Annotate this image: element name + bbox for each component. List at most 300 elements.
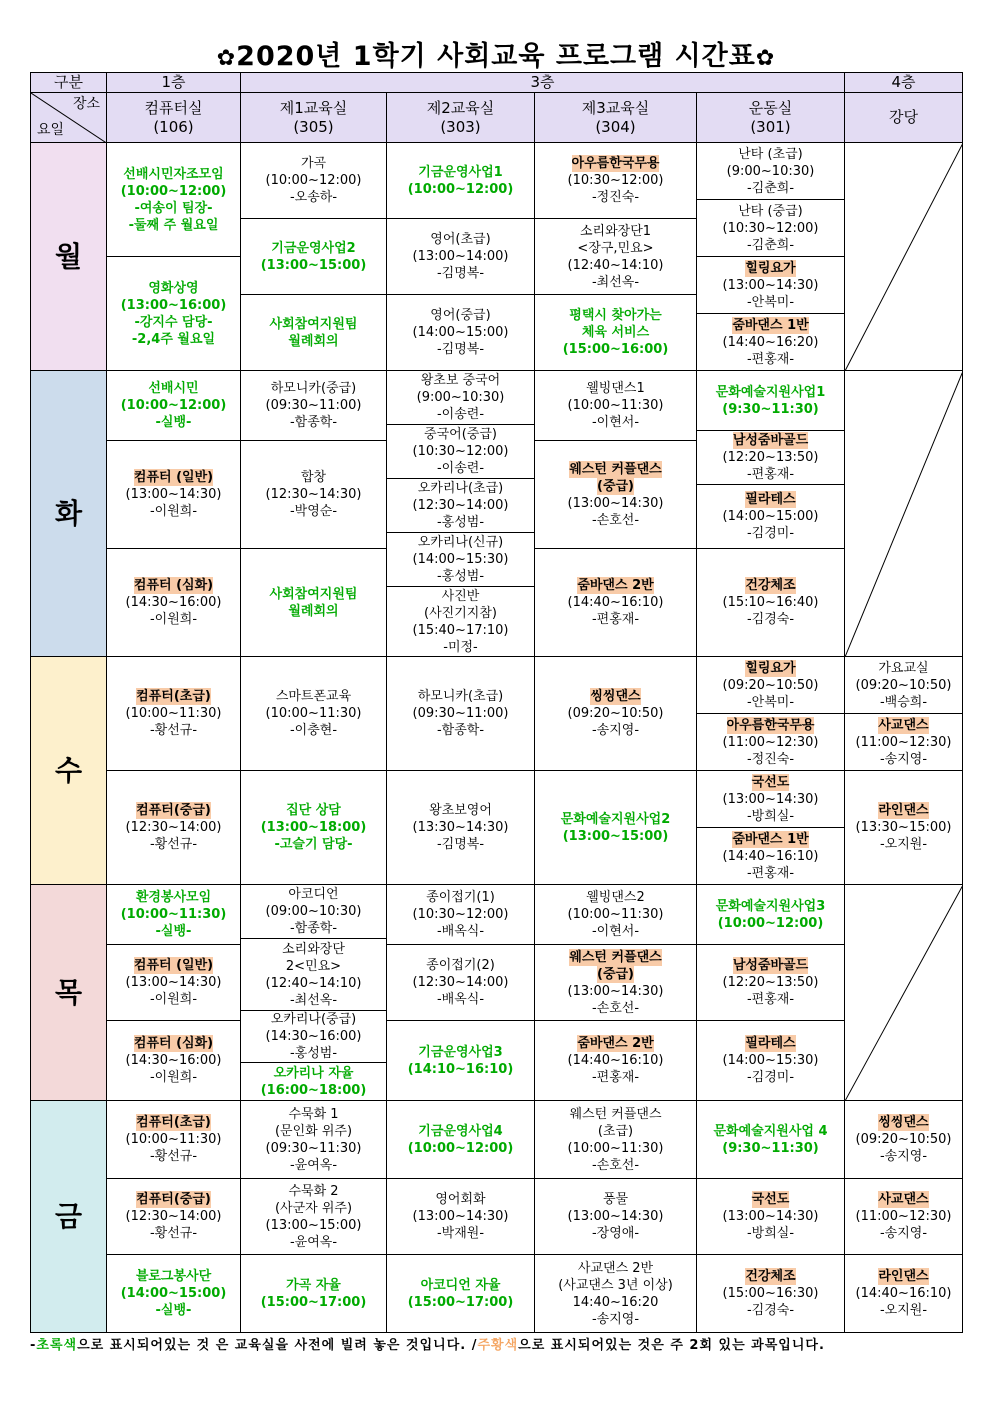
program-line: (14:40~16:10) [722,848,819,864]
program-line: 문화예술지원사업2 [560,811,671,827]
program-line: (09:30~11:00) [412,706,509,721]
day-label [30,142,107,371]
program-line: 기금운영사업3 [418,1044,503,1060]
program-line: (14:00~15:00) [412,325,509,340]
program-line: (14:00~15:30) [412,552,509,567]
program-line: -이충현- [289,723,338,738]
program-line: 컴퓨터(중급) [136,803,211,818]
program-cell [240,548,387,657]
program-cell [696,548,845,657]
program-line: 사진반 [441,588,480,604]
program-line: (10:30~12:00) [412,444,509,459]
program-line: 건강체조 [745,578,796,593]
program-line: -황선규- [149,723,198,738]
program-cell [534,1020,697,1101]
program-cell [386,1254,535,1333]
program-cell [240,1254,387,1333]
program-cell [844,1100,963,1179]
program-line: 풍물 [602,1192,629,1207]
program-line: (14:30~16:00) [125,1053,222,1068]
day-name: 금 [54,1200,83,1233]
program-line: 줌바댄스 1반 [732,831,809,847]
program-line: -편홍재- [746,992,795,1007]
program-line: 컴퓨터 (일반) [133,470,214,485]
program-line: 사교댄스 [878,717,929,733]
program-line: 문화예술지원사업1 [715,384,826,400]
program-line: (16:00~18:00) [260,1082,367,1098]
program-line: (12:30~14:30) [265,487,362,502]
program-line: (10:30~12:00) [567,173,664,188]
program-line: -이원희- [149,612,198,627]
program-line: (중급) [597,478,634,494]
program-line: 왕초보 중국어 [420,373,501,388]
program-line: (15:00~16:30) [722,1286,819,1301]
legend-prefix: - [30,1338,37,1353]
program-line: (15:00~17:00) [260,1294,367,1310]
legend-orange-word: 주황색 [477,1338,519,1353]
program-line: (14:40~16:20) [722,334,819,350]
program-cell [240,656,387,771]
program-line: -미정- [443,639,478,655]
program-line: -송지영- [591,723,640,738]
program-cell [386,586,535,657]
program-cell [240,770,387,885]
header-category [30,72,107,93]
room-header [106,92,241,143]
program-line: 월례회의 [288,603,339,619]
program-line: 문화예술지원사업3 [715,898,826,914]
program-line: (13:00~14:00) [412,249,509,264]
program-line: 기금운영사업4 [418,1123,503,1139]
room-code: (303) [440,117,481,136]
day-name: 목 [54,976,83,1009]
program-cell [386,218,535,295]
program-line: (12:30~14:00) [125,1209,222,1224]
empty-diagonal [845,143,963,371]
program-line: -최선옥- [591,274,640,290]
program-cell [106,1020,241,1101]
program-cell [106,256,241,371]
program-line: (15:40~17:10) [412,622,509,638]
header-floor4 [844,72,963,93]
program-line: 체육 서비스 [581,325,650,340]
program-line: 국선도 [751,1192,790,1207]
program-line: (14:40~16:10) [855,1286,952,1301]
program-line: -정진숙- [591,190,640,205]
program-cell [696,944,845,1021]
program-line: (10:00~12:00) [407,181,514,197]
program-line: (14:40~16:10) [567,595,664,610]
program-cell [106,1254,241,1333]
program-cell [386,294,535,371]
flower-icon: ✿ [755,46,776,71]
program-line: (13:00~14:30) [722,791,819,807]
program-line: -박재원- [436,1226,485,1241]
program-line: (09:00~10:30) [265,904,362,919]
program-line: 하모니카(중급) [270,381,357,396]
program-line: 선배시민자조모임 [123,166,224,182]
program-line: 아우름한국무용 [726,717,815,733]
program-cell [696,1020,845,1101]
program-cell [240,294,387,371]
room-header [240,92,387,143]
program-line: (사군자 위주) [274,1200,353,1216]
program-line: 필라테스 [745,492,796,507]
program-line: 오카리나(중급) [270,1012,357,1027]
program-cell [386,424,535,479]
room-header [696,92,845,143]
program-line: -황선규- [149,837,198,852]
program-cell [386,884,535,945]
program-line: 소리와장단1 [579,223,652,239]
program-line: (09:20~10:50) [855,677,952,693]
header-label: 1층 [161,73,186,91]
room-code: (106) [153,117,194,136]
program-cell [696,430,845,485]
program-line: 왕초보영어 [429,803,492,818]
program-cell [696,770,845,828]
program-line: 아우름한국무용 [571,156,660,171]
program-line: (12:30~14:00) [412,498,509,513]
program-line: 컴퓨터 (심화) [133,1036,214,1051]
empty-diagonal [845,371,963,657]
program-line: (10:00~11:30) [567,1140,664,1156]
program-line: (13:00~14:30) [567,495,664,511]
program-cell [386,1020,535,1101]
program-line: -오지원- [879,837,928,852]
program-line: -2,4주 월요일 [131,331,216,347]
program-line: (12:30~14:00) [412,975,509,990]
program-line: -김춘희- [746,180,795,196]
program-cell [534,770,697,885]
program-line: 기금운영사업2 [271,240,356,256]
room-name: 운동실 [748,98,793,117]
program-cell [534,944,697,1021]
program-line: (10:30~12:00) [412,907,509,922]
program-line: 평택시 찾아가는 [569,308,662,323]
program-line: -편홍재- [591,1070,640,1085]
program-line: 힐링요가 [745,660,796,676]
program-line: (12:40~14:10) [567,257,664,273]
program-line: 합창 [300,470,327,485]
day-label [30,656,107,885]
program-cell [844,1254,963,1333]
program-line: -편홍재- [746,351,795,367]
title-text: 2020년 1학기 사회교육 프로그램 시간표 [236,41,756,72]
program-line: -이원희- [149,504,198,519]
program-line: 줌바댄스 1반 [732,317,809,333]
program-cell [534,656,697,771]
program-line: (15:00~16:00) [562,342,669,357]
program-line: -송지영- [879,1149,928,1164]
program-line: (9:30~11:30) [722,401,819,417]
program-line: (10:00~11:30) [120,907,227,922]
empty-slot [844,142,963,371]
program-line: -장영애- [591,1226,640,1241]
header-corner [30,92,107,143]
program-line: 웰빙댄스2 [586,890,645,905]
program-line: -김명복- [436,837,485,852]
program-line: (10:00~11:30) [567,907,664,922]
program-line: -방희실- [746,808,795,824]
program-line: (09:20~10:50) [855,1132,952,1147]
program-cell [696,256,845,314]
header-place: 장소 [72,96,100,112]
program-cell [534,142,697,219]
header-label: 4층 [891,73,916,91]
program-line: -여송이 팀장- [134,200,213,216]
program-line: 컴퓨터(중급) [136,1192,211,1207]
program-cell [696,484,845,549]
program-line: (10:00~11:30) [567,398,664,413]
program-line: 종이접기(1) [426,890,495,905]
program-line: 수묵화 1 [288,1106,339,1122]
program-line: -홍성범- [289,1046,338,1061]
program-line: (09:30~11:00) [265,398,362,413]
program-cell [534,1100,697,1179]
program-line: (13:00~15:00) [562,828,669,844]
program-line: (10:00~11:30) [125,706,222,721]
program-line: -최선옥- [289,992,338,1008]
program-line: 웨스턴 커플댄스 [569,461,662,477]
program-line: -편홍재- [746,467,795,482]
program-line: 컴퓨터 (심화) [133,578,214,593]
program-line: 줌바댄스 2반 [577,578,654,593]
program-line: 선배시민 [148,381,199,396]
program-line: -이현서- [591,415,640,430]
program-line: -윤여옥- [289,1234,338,1250]
program-line: (12:40~14:10) [265,975,362,991]
program-cell [386,656,535,771]
program-cell [696,1254,845,1333]
program-line: -이송련- [436,461,485,476]
program-cell [386,944,535,1021]
program-line: -김명복- [436,266,485,281]
program-line: (문인화 위주) [274,1123,353,1139]
program-line: 건강체조 [745,1269,796,1284]
program-line: 영어(중급) [430,308,491,323]
program-cell [240,142,387,219]
header-floor3 [240,72,845,93]
program-line: (사교댄스 3년 이상) [558,1277,673,1293]
program-line: 남성줌바골드 [732,958,809,973]
program-line: -백승희- [879,694,928,710]
program-cell [696,1178,845,1255]
program-cell [696,827,845,885]
program-line: -이송련- [436,407,485,422]
program-line: -윤여옥- [289,1157,338,1173]
program-cell [534,294,697,371]
program-cell [696,199,845,257]
program-line: 중국어(중급) [424,427,497,442]
program-line: (13:00~14:30) [412,1209,509,1224]
program-line: <장구,민요> [577,240,654,256]
program-line: 웨스턴 커플댄스 [569,1106,662,1122]
program-cell [240,938,387,1011]
program-line: -이현서- [591,924,640,939]
day-name: 수 [54,754,83,787]
program-cell [534,548,697,657]
legend-green-text: 으로 표시되어있는 것 은 교육실을 사전에 빌려 놓은 것입니다. / [77,1338,478,1353]
program-cell [106,142,241,257]
program-line: -송지영- [879,1226,928,1241]
program-line: -방희실- [746,1226,795,1241]
program-line: -손호선- [591,512,640,528]
program-line: (13:30~15:00) [855,820,952,835]
program-line: (10:00~12:00) [120,398,227,413]
program-line: -오송하- [289,190,338,205]
program-cell [106,370,241,441]
program-line: 컴퓨터(초급) [136,689,211,704]
program-line: 집단 상담 [286,803,341,818]
program-line: (13:00~16:00) [120,297,227,313]
program-line: 라인댄스 [878,1269,929,1284]
room-header [844,92,963,143]
program-line: -김경미- [746,526,795,541]
program-cell [240,440,387,549]
program-line: 하모니카(초급) [417,689,504,704]
program-cell [386,770,535,885]
program-line: -김춘희- [746,237,795,253]
program-cell [534,1254,697,1333]
program-line: (10:00~12:00) [717,915,824,931]
program-line: (초급) [597,1123,634,1139]
program-line: -편홍재- [591,612,640,627]
header-weekday: 요일 [37,122,65,138]
program-line: 오카리나(신규) [417,535,504,550]
legend-green-word: 초록색 [36,1338,78,1353]
program-line: -김경미- [746,1070,795,1085]
program-cell [240,1178,387,1255]
room-code: (304) [595,117,636,136]
program-cell [106,770,241,885]
program-cell [240,884,387,939]
program-line: -이원희- [149,992,198,1007]
program-line: (중급) [597,966,634,982]
program-line: 사회참여지원팀 [269,316,358,332]
program-line: (9:00~10:30) [726,163,815,179]
program-line: 줌바댄스 2반 [577,1036,654,1051]
program-line: (10:00~12:00) [120,183,227,199]
program-line: 월례회의 [288,333,339,349]
program-cell [240,1062,387,1101]
program-line: 국선도 [751,774,790,790]
empty-slot [844,370,963,657]
program-cell [106,656,241,771]
program-cell [696,656,845,714]
program-line: (13:00~14:30) [722,277,819,293]
program-line: (14:00~15:00) [722,509,819,524]
program-cell [696,313,845,371]
program-line: (12:20~13:50) [722,975,819,990]
program-cell [240,370,387,441]
program-line: (14:40~16:10) [567,1053,664,1068]
program-cell [240,1010,387,1063]
program-line: (11:00~12:30) [855,734,952,750]
program-line: 2<민요> [285,958,342,974]
program-line: (09:20~10:50) [567,706,664,721]
program-cell [386,370,535,425]
program-cell [534,218,697,295]
program-line: 오카리나(초급) [417,481,504,496]
program-line: 오카리나 자율 [273,1065,354,1081]
program-line: (13:00~14:30) [567,983,664,999]
room-name: 제3교육실 [581,98,650,117]
program-line: 사교댄스 2반 [577,1260,654,1276]
program-line: (13:30~14:30) [412,820,509,835]
program-line: 영화상영 [148,280,199,296]
program-line: -함종학- [289,921,338,936]
program-cell [386,1178,535,1255]
program-line: (13:00~14:30) [125,975,222,990]
flower-icon: ✿ [216,46,237,71]
program-cell [534,884,697,945]
room-header [534,92,697,143]
program-cell [386,478,535,533]
program-line: 수묵화 2 [288,1183,339,1199]
program-line: (13:00~14:30) [125,487,222,502]
program-line: (09:30~11:30) [265,1140,362,1156]
program-cell [696,142,845,200]
program-line: -배옥식- [436,992,485,1007]
program-cell [106,944,241,1021]
program-line: 영어(초급) [430,232,491,247]
program-cell [240,1100,387,1179]
program-line: -오지원- [879,1303,928,1318]
program-line: 난타 (중급) [738,203,803,219]
program-line: (13:00~15:00) [265,1217,362,1233]
day-label [30,1100,107,1333]
program-cell [240,218,387,295]
program-line: (14:00~15:30) [722,1053,819,1068]
program-line: -김명복- [436,342,485,357]
program-cell [696,884,845,945]
program-line: -황선규- [149,1226,198,1241]
program-line: -함종학- [289,415,338,430]
schedule-table [30,72,962,1332]
empty-diagonal [845,885,963,1101]
program-line: (13:00~14:30) [567,1209,664,1224]
program-line: 웰빙댄스1 [586,381,645,396]
room-name: 제2교육실 [426,98,495,117]
program-line: (10:00~11:30) [125,1132,222,1147]
program-cell [696,713,845,771]
program-line: (09:20~10:50) [722,677,819,693]
program-line: -이원희- [149,1070,198,1085]
program-line: 14:40~16:20 [572,1294,659,1310]
page-title [0,34,992,73]
legend-orange-text: 으로 표시되어있는 것은 주 2회 있는 과목입니다. [518,1338,825,1353]
program-line: 힐링요가 [745,260,796,276]
program-line: (15:10~16:40) [722,595,819,610]
program-line: -홍성범- [436,569,485,584]
program-line: 컴퓨터(초급) [136,1115,211,1130]
program-cell [534,440,697,549]
legend-note [30,1334,970,1353]
room-code: (301) [750,117,791,136]
program-line: -송지영- [879,751,928,767]
program-line: -실뱅- [155,1303,192,1318]
header-label: 구분 [54,73,83,91]
program-line: (14:30~16:00) [265,1029,362,1044]
program-line: -안복미- [746,294,795,310]
program-line: 씽씽댄스 [878,1115,929,1130]
header-label: 3층 [530,73,555,91]
day-label [30,884,107,1101]
room-header [386,92,535,143]
program-line: (10:00~12:00) [265,173,362,188]
program-line: 스마트폰교육 [275,689,352,704]
